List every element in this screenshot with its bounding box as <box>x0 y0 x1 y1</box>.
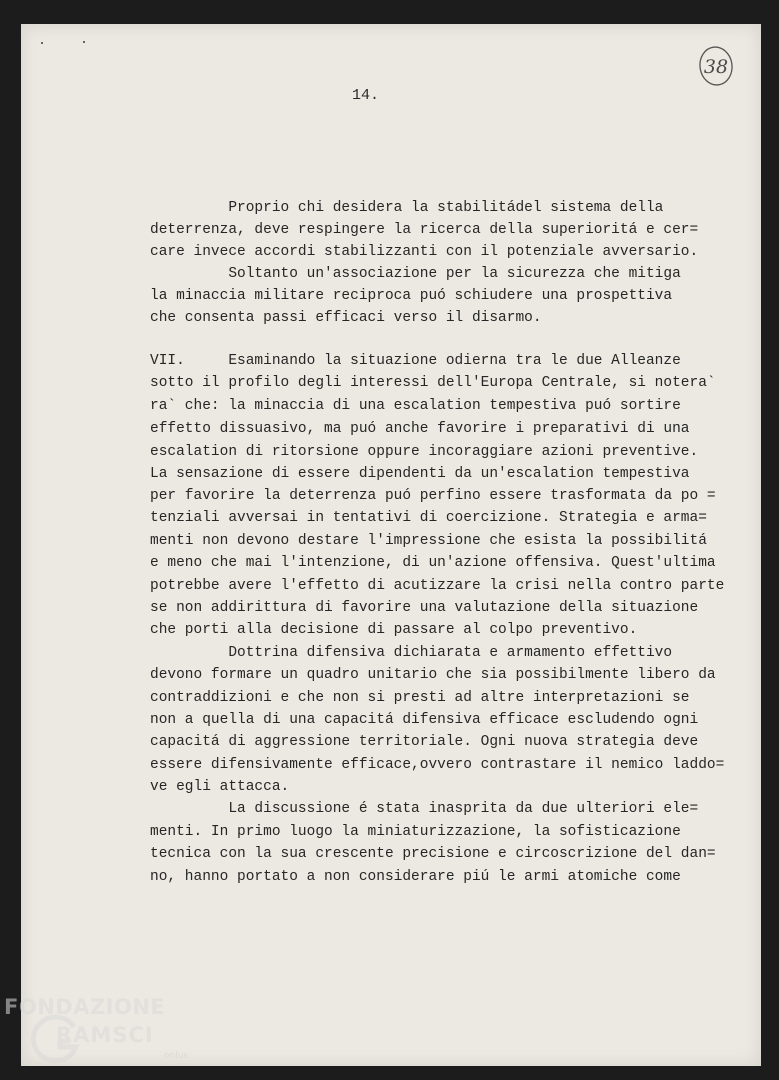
text-line: se non addirittura di favorire una valutazione della situazione <box>150 600 699 616</box>
handwritten-circle-icon <box>698 44 734 88</box>
text-line: deterrenza, deve respingere la ricerca della superioritá e cer= <box>150 222 699 238</box>
text-line: contraddizioni e che non si presti ad altre interpretazioni se <box>150 690 690 706</box>
text-line: La discussione é stata inasprita da due ulteriori ele= <box>150 801 699 817</box>
text-line: menti. In primo luogo la miniaturizzazione, la sofisticazione <box>150 824 681 840</box>
archive-number: 38 <box>703 56 729 78</box>
text-line: che consenta passi efficaci verso il disarmo. <box>150 310 542 326</box>
text-line: per favorire la deterrenza puó perfino essere trasformata da po = <box>150 488 716 504</box>
text-line: sotto il profilo degli interessi dell'Europa Centrale, si notera` <box>150 375 716 391</box>
text-line: capacitá di aggressione territoriale. Ogni nuova strategia deve <box>150 734 699 750</box>
text-line: Soltanto un'associazione per la sicurezza che mitiga <box>150 266 681 282</box>
text-line: che porti alla decisione di passare al colpo preventivo. <box>150 622 638 638</box>
text-line: ra` che: la minaccia di una escalation tempestiva puó sortire <box>150 398 681 414</box>
text-line: ve egli attacca. <box>150 779 290 795</box>
text-line: menti non devono destare l'impressione che esista la possibilitá <box>150 533 707 549</box>
watermark-line1: FONDAZIONE <box>4 995 166 1019</box>
text-line: tenziali avversai in tentativi di coercizione. Strategia e arma= <box>150 510 707 526</box>
text-line: devono formare un quadro unitario che sia possibilmente libero da <box>150 667 716 683</box>
paper-speck <box>83 41 85 43</box>
text-line: La sensazione di essere dipendenti da un'escalation tempestiva <box>150 466 690 482</box>
text-line: essere difensivamente efficace,ovvero contrastare il nemico laddo= <box>150 757 725 773</box>
watermark-suffix: onlus <box>164 1051 189 1061</box>
text-line: Proprio chi desidera la stabilitádel sistema della <box>150 200 664 216</box>
text-line: effetto dissuasivo, ma puó anche favorire i preparativi di una <box>150 421 690 437</box>
paper-speck <box>41 42 43 44</box>
text-line: escalation di ritorsione oppure incoraggiare azioni preventive. <box>150 444 699 460</box>
text-line: la minaccia militare reciproca puó schiudere una prospettiva <box>150 288 673 304</box>
watermark-line2: RAMSCI <box>56 1023 154 1047</box>
text-line: Dottrina difensiva dichiarata e armamento effettivo <box>150 645 673 661</box>
text-line: potrebbe avere l'effetto di acutizzare la crisi nella contro parte <box>150 578 725 594</box>
section-heading-line: VII. Esaminando la situazione odierna tra le due Alleanze <box>150 353 681 369</box>
page-number: 14. <box>352 87 380 104</box>
fondazione-gramsci-watermark <box>4 993 194 1073</box>
text-line: tecnica con la sua crescente precisione e circoscrizione del dan= <box>150 846 716 862</box>
archive-number-stamp <box>698 44 734 88</box>
text-line: no, hanno portato a non considerare piú le armi atomiche come <box>150 869 681 885</box>
text-line: non a quella di una capacitá difensiva efficace escludendo ogni <box>150 712 699 728</box>
text-line: care invece accordi stabilizzanti con il potenziale avversario. <box>150 244 699 260</box>
text-line: e meno che mai l'intenzione, di un'azione offensiva. Quest'ultima <box>150 555 716 571</box>
